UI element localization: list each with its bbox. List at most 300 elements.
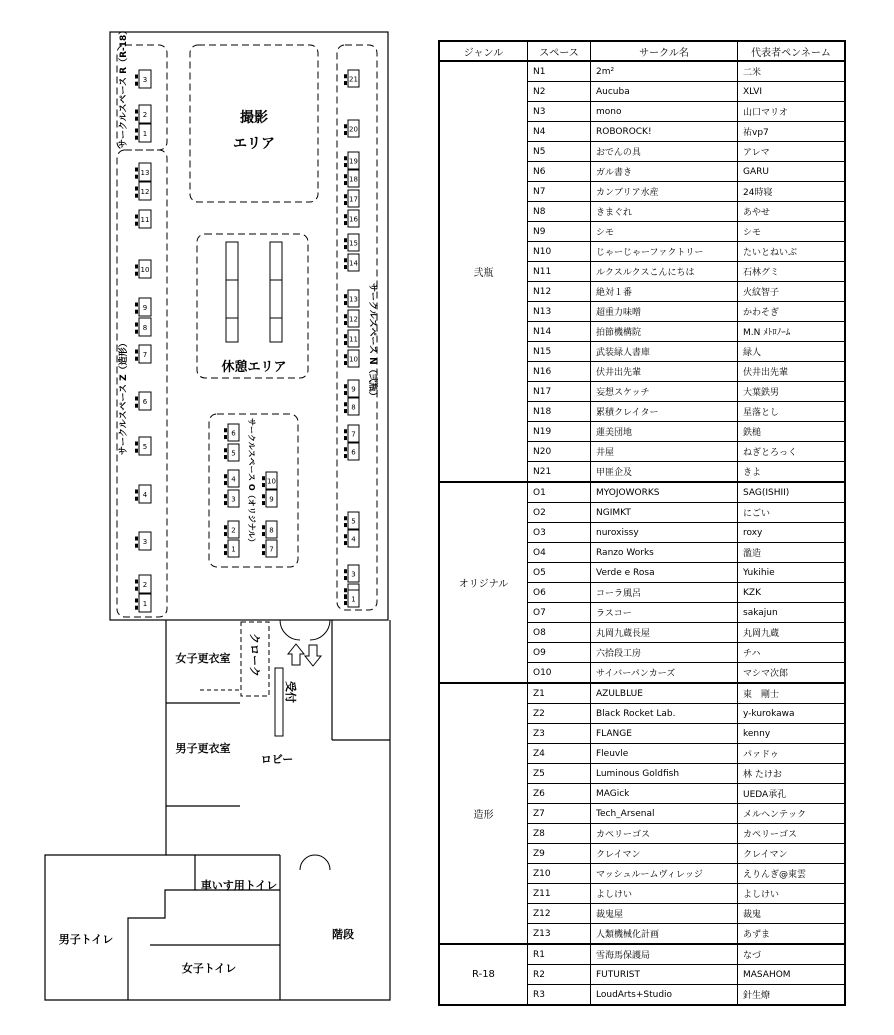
header-space: スペース xyxy=(528,41,591,61)
pen-name-cell: 緑人 xyxy=(738,342,846,362)
genre-group xyxy=(439,61,845,482)
booth-chair xyxy=(262,544,265,548)
circle-name-cell: ROBOROCK! xyxy=(591,122,738,142)
circle-name-cell: 人類機械化計画 xyxy=(591,924,738,945)
booth-number: 20 xyxy=(349,125,358,134)
space-cell: Z11 xyxy=(528,884,591,904)
booth-number: 7 xyxy=(142,351,148,359)
booth-chair xyxy=(344,391,347,395)
r-booth-tables xyxy=(135,70,151,142)
booth-number: 9 xyxy=(269,495,274,504)
pen-name-cell: えりんぎ@東雲 xyxy=(738,864,846,884)
booth-chair xyxy=(344,523,347,527)
booth-chair xyxy=(135,117,138,121)
booth-chair xyxy=(224,544,227,548)
booth-number: 7 xyxy=(351,430,356,439)
circle-name-cell: 武装緑人書庫 xyxy=(591,342,738,362)
circle-name-cell: コーラ風呂 xyxy=(591,583,738,603)
circle-name-cell: mono xyxy=(591,102,738,122)
booth-number: 10 xyxy=(349,355,358,364)
booth-chair xyxy=(344,156,347,160)
booth-number: 3 xyxy=(231,495,236,504)
booth-chair xyxy=(135,75,138,79)
booth-chair xyxy=(344,314,347,318)
booth-number: 6 xyxy=(142,398,148,406)
circle-space-z-label: サークルスペース Z（造形） xyxy=(119,338,129,455)
booth-chair xyxy=(344,384,347,388)
booth-chair xyxy=(135,187,138,191)
booth-chair xyxy=(135,330,138,334)
booth-chair xyxy=(344,354,347,358)
booth-number: 19 xyxy=(349,157,358,166)
pen-name-cell: sakajun xyxy=(738,603,846,623)
cloak-label: クローク xyxy=(248,633,261,677)
space-cell: N1 xyxy=(528,61,591,82)
booth-chair xyxy=(344,194,347,198)
booth-chair xyxy=(224,448,227,452)
booth-number: 13 xyxy=(349,295,358,304)
pen-name-cell: Yukihie xyxy=(738,563,846,583)
booth-number: 10 xyxy=(267,477,276,486)
space-cell: Z6 xyxy=(528,784,591,804)
rest-area-label: 休憩エリア xyxy=(221,360,287,375)
pen-name-cell: 山口マリオ xyxy=(738,102,846,122)
circle-name-cell: 超重力味噌 xyxy=(591,302,738,322)
booth-chair xyxy=(344,402,347,406)
booth-chair xyxy=(224,435,227,439)
circle-list-table xyxy=(438,40,846,1006)
pen-name-cell: M.N ﾒﾄﾛﾉｰﾑ xyxy=(738,322,846,342)
header-circle: サークル名 xyxy=(591,41,738,61)
space-cell: Z7 xyxy=(528,804,591,824)
space-cell: Z12 xyxy=(528,904,591,924)
booth-chair xyxy=(344,576,347,580)
circle-name-cell: Aucuba xyxy=(591,82,738,102)
space-cell: O9 xyxy=(528,643,591,663)
booth-chair xyxy=(344,321,347,325)
booth-chair xyxy=(135,350,138,354)
circle-name-cell: 2m² xyxy=(591,61,738,82)
booth-number: 15 xyxy=(349,239,358,248)
genre-cell: 造形 xyxy=(439,683,528,944)
pen-name-cell: 針生燎 xyxy=(738,985,846,1006)
booth-chair xyxy=(344,258,347,262)
booth-chair xyxy=(224,501,227,505)
booth-chair xyxy=(344,447,347,451)
booth-chair xyxy=(135,357,138,361)
circle-name-cell: 拍節機構院 xyxy=(591,322,738,342)
space-cell: Z4 xyxy=(528,744,591,764)
rest-area-zone xyxy=(197,234,308,378)
booth-chair xyxy=(344,534,347,538)
pen-name-cell: roxy xyxy=(738,523,846,543)
booth-chair xyxy=(135,222,138,226)
booth-chair xyxy=(344,238,347,242)
pen-name-cell: よしけい xyxy=(738,884,846,904)
booth-chair xyxy=(344,81,347,85)
booth-chair xyxy=(135,537,138,541)
pen-name-cell: チハ xyxy=(738,643,846,663)
pen-name-cell: あずま xyxy=(738,924,846,945)
circle-name-cell: クレイマン xyxy=(591,844,738,864)
booth-chair xyxy=(135,449,138,453)
booth-chair xyxy=(262,532,265,536)
booth-chair xyxy=(344,214,347,218)
pen-name-cell: アレマ xyxy=(738,142,846,162)
booth-chair xyxy=(135,215,138,219)
booth-chair xyxy=(344,131,347,135)
circle-name-cell: Tech_Arsenal xyxy=(591,804,738,824)
booth-chair xyxy=(344,201,347,205)
booth-chair xyxy=(224,525,227,529)
table-row xyxy=(439,482,845,503)
booth-number: 5 xyxy=(231,449,236,458)
space-cell: N14 xyxy=(528,322,591,342)
booth-number: 6 xyxy=(231,429,236,438)
pen-name-cell: あやせ xyxy=(738,202,846,222)
booth-chair xyxy=(344,601,347,605)
space-cell: Z1 xyxy=(528,683,591,704)
booth-chair xyxy=(135,110,138,114)
pen-name-cell: きよ xyxy=(738,462,846,483)
space-cell: R3 xyxy=(528,985,591,1006)
circle-name-cell: Luminous Goldfish xyxy=(591,764,738,784)
booth-chair xyxy=(135,310,138,314)
circle-name-cell: ガル書き xyxy=(591,162,738,182)
space-cell: N17 xyxy=(528,382,591,402)
circle-space-r-label: サークルスペース R（R-18） xyxy=(119,25,129,148)
circle-name-cell: シモ xyxy=(591,222,738,242)
photo-area-label-2: エリア xyxy=(233,136,275,152)
booth-number: 2 xyxy=(231,526,236,535)
circle-name-cell: NGIMKT xyxy=(591,503,738,523)
booth-number: 4 xyxy=(231,475,236,484)
space-cell: N9 xyxy=(528,222,591,242)
pen-name-cell: GARU xyxy=(738,162,846,182)
pen-name-cell: かわそぎ xyxy=(738,302,846,322)
pen-name-cell: カペリーゴス xyxy=(738,824,846,844)
booth-chair xyxy=(135,175,138,179)
pen-name-cell: ねぎとろっく xyxy=(738,442,846,462)
pen-name-cell: y-kurokawa xyxy=(738,704,846,724)
space-cell: N16 xyxy=(528,362,591,382)
space-cell: O6 xyxy=(528,583,591,603)
pen-name-cell: 伏井出先輩 xyxy=(738,362,846,382)
mens-toilet-label: 男子トイレ xyxy=(58,933,114,946)
booth-chair xyxy=(344,588,347,592)
booth-number: 12 xyxy=(140,188,150,196)
space-cell: N15 xyxy=(528,342,591,362)
stairs-label: 階段 xyxy=(332,928,354,941)
booth-chair xyxy=(344,516,347,520)
booth-chair xyxy=(344,181,347,185)
pen-name-cell: 24時寝 xyxy=(738,182,846,202)
circle-name-cell: Verde e Rosa xyxy=(591,563,738,583)
space-cell: N11 xyxy=(528,262,591,282)
pen-name-cell: 東 剛士 xyxy=(738,683,846,704)
booth-chair xyxy=(135,303,138,307)
table-row xyxy=(439,944,845,965)
booth-chair xyxy=(135,397,138,401)
booth-chair xyxy=(135,194,138,198)
table-row xyxy=(439,61,845,82)
space-cell: N8 xyxy=(528,202,591,222)
booth-number: 11 xyxy=(349,335,358,344)
circle-name-cell: サイバーパンカーズ xyxy=(591,663,738,684)
booth-chair xyxy=(344,74,347,78)
booth-number: 7 xyxy=(269,545,274,554)
booth-number: 3 xyxy=(142,76,148,84)
booth-chair xyxy=(135,580,138,584)
booth-number: 1 xyxy=(142,130,148,138)
mens-changing-label: 男子更衣室 xyxy=(175,742,231,755)
booth-chair xyxy=(344,429,347,433)
reception-desk xyxy=(275,668,283,736)
circle-name-cell: マッシュルームヴィレッジ xyxy=(591,864,738,884)
booth-number: 9 xyxy=(351,385,356,394)
booth-number: 1 xyxy=(351,595,356,604)
circle-name-cell: FUTURIST xyxy=(591,965,738,985)
space-cell: Z5 xyxy=(528,764,591,784)
space-cell: N4 xyxy=(528,122,591,142)
circle-name-cell: ラスコー xyxy=(591,603,738,623)
booth-chair xyxy=(224,551,227,555)
booth-number: 16 xyxy=(349,215,358,224)
circle-name-cell: 裁鬼屋 xyxy=(591,904,738,924)
booth-chair xyxy=(344,265,347,269)
space-cell: N13 xyxy=(528,302,591,322)
space-cell: N21 xyxy=(528,462,591,483)
circle-name-cell: よしけい xyxy=(591,884,738,904)
pen-name-cell: 星落とし xyxy=(738,402,846,422)
circle-name-cell: 絶対１番 xyxy=(591,282,738,302)
booth-number: 5 xyxy=(351,517,356,526)
space-cell: Z2 xyxy=(528,704,591,724)
genre-group xyxy=(439,482,845,683)
circle-name-cell: 妄想スケッチ xyxy=(591,382,738,402)
space-cell: N7 xyxy=(528,182,591,202)
womens-changing-label: 女子更衣室 xyxy=(175,652,231,665)
booth-chair xyxy=(262,525,265,529)
circle-name-cell: MAGick xyxy=(591,784,738,804)
booth-number: 3 xyxy=(142,538,148,546)
pen-name-cell: XLVI xyxy=(738,82,846,102)
booth-number: 1 xyxy=(231,545,236,554)
booth-chair xyxy=(224,481,227,485)
circle-name-cell: LoudArts+Studio xyxy=(591,985,738,1006)
reception-label: 受付 xyxy=(284,681,297,703)
booth-number: 13 xyxy=(140,169,150,177)
space-cell: O1 xyxy=(528,482,591,503)
booth-chair xyxy=(262,501,265,505)
space-cell: O5 xyxy=(528,563,591,583)
booth-chair xyxy=(135,606,138,610)
wheelchair-toilet-label: 車いす用トイレ xyxy=(200,879,278,892)
booth-chair xyxy=(344,409,347,413)
booth-number: 8 xyxy=(269,526,274,535)
header-pen-name: 代表者ペンネーム xyxy=(738,41,846,61)
pen-name-cell: メルヘンテック xyxy=(738,804,846,824)
circle-name-cell: Black Rocket Lab. xyxy=(591,704,738,724)
pen-name-cell: 祐vp7 xyxy=(738,122,846,142)
booth-chair xyxy=(344,594,347,598)
booth-chair xyxy=(344,454,347,458)
booth-chair xyxy=(344,301,347,305)
booth-number: 2 xyxy=(142,581,148,589)
booth-number: 8 xyxy=(142,324,148,332)
circle-name-cell: 雪海馬保護局 xyxy=(591,944,738,965)
pen-name-cell: 濫造 xyxy=(738,543,846,563)
booth-chair xyxy=(135,442,138,446)
pen-name-cell: 林 たけお xyxy=(738,764,846,784)
header-genre: ジャンル xyxy=(439,41,528,61)
booth-number: 9 xyxy=(142,304,148,312)
rest-area-tables xyxy=(226,242,282,342)
pen-name-cell: なづ xyxy=(738,944,846,965)
pen-name-cell: にごい xyxy=(738,503,846,523)
pen-name-cell: 裁鬼 xyxy=(738,904,846,924)
space-cell: R1 xyxy=(528,944,591,965)
space-cell: O8 xyxy=(528,623,591,643)
circle-name-cell: nuroxissy xyxy=(591,523,738,543)
space-cell: R2 xyxy=(528,965,591,985)
womens-toilet-label: 女子トイレ xyxy=(181,962,237,975)
circle-name-cell: FLANGE xyxy=(591,724,738,744)
space-cell: Z8 xyxy=(528,824,591,844)
pen-name-cell: たいとねいぶ xyxy=(738,242,846,262)
pen-name-cell: クレイマン xyxy=(738,844,846,864)
circle-space-o-label: サークルスペース O（オリジナル） xyxy=(247,418,256,547)
circle-name-cell: 甲匪企及 xyxy=(591,462,738,483)
door-arcs xyxy=(280,620,330,870)
pen-name-cell: シモ xyxy=(738,222,846,242)
space-cell: N19 xyxy=(528,422,591,442)
pen-name-cell: 大葉鉄男 xyxy=(738,382,846,402)
n-booth-tables xyxy=(344,70,359,607)
space-cell: Z3 xyxy=(528,724,591,744)
circle-name-cell: 累積クレイター xyxy=(591,402,738,422)
booth-chair xyxy=(344,436,347,440)
booth-chair xyxy=(135,404,138,408)
booth-chair xyxy=(262,551,265,555)
circle-name-cell: じゃーじゃーファクトリー xyxy=(591,242,738,262)
booth-chair xyxy=(224,494,227,498)
table-header-row xyxy=(439,41,845,61)
booth-number: 21 xyxy=(349,75,358,84)
pen-name-cell: kenny xyxy=(738,724,846,744)
space-cell: N6 xyxy=(528,162,591,182)
pen-name-cell: 鉄槌 xyxy=(738,422,846,442)
circle-name-cell: カペリーゴス xyxy=(591,824,738,844)
circle-name-cell: カンブリア水産 xyxy=(591,182,738,202)
space-cell: N10 xyxy=(528,242,591,262)
booth-number: 10 xyxy=(140,266,150,274)
circle-name-cell: MYOJOWORKS xyxy=(591,482,738,503)
booth-chair xyxy=(262,494,265,498)
booth-number: 12 xyxy=(349,315,358,324)
genre-group xyxy=(439,683,845,944)
circle-space-n-label: サークルスペース N（弐瓶） xyxy=(367,283,377,401)
circle-name-cell: ルクスルクスこんにちは xyxy=(591,262,738,282)
booth-chair xyxy=(135,323,138,327)
table-row xyxy=(439,683,845,704)
booth-number: 5 xyxy=(142,443,148,451)
entry-arrows xyxy=(288,644,321,666)
booth-number: 4 xyxy=(351,535,356,544)
booth-chair xyxy=(344,245,347,249)
circle-name-cell: おでんの具 xyxy=(591,142,738,162)
circle-name-cell: 丸岡九蔵長屋 xyxy=(591,623,738,643)
space-cell: N3 xyxy=(528,102,591,122)
booth-number: 6 xyxy=(351,448,356,457)
booth-chair xyxy=(135,599,138,603)
circle-name-cell: AZULBLUE xyxy=(591,683,738,704)
booth-chair xyxy=(344,124,347,128)
photo-area-label-1: 撮影 xyxy=(240,110,268,126)
z-booth-tables xyxy=(135,163,151,612)
booth-chair xyxy=(344,541,347,545)
booth-chair xyxy=(262,476,265,480)
booth-number: 2 xyxy=(142,111,148,119)
pen-name-cell: 二米 xyxy=(738,61,846,82)
booth-chair xyxy=(135,136,138,140)
space-cell: N18 xyxy=(528,402,591,422)
booth-chair xyxy=(344,341,347,345)
booth-chair xyxy=(344,163,347,167)
booth-chair xyxy=(135,82,138,86)
booth-number: 14 xyxy=(349,259,358,268)
booth-chair xyxy=(224,532,227,536)
booth-chair xyxy=(344,294,347,298)
booth-number: 17 xyxy=(349,195,358,204)
pen-name-cell: マシマ次郎 xyxy=(738,663,846,684)
booth-chair xyxy=(224,474,227,478)
space-cell: Z13 xyxy=(528,924,591,945)
pen-name-cell: 石林グミ xyxy=(738,262,846,282)
booth-chair xyxy=(135,168,138,172)
space-cell: O4 xyxy=(528,543,591,563)
space-cell: Z10 xyxy=(528,864,591,884)
booth-number: 8 xyxy=(351,403,356,412)
genre-cell: オリジナル xyxy=(439,482,528,683)
booth-chair xyxy=(344,221,347,225)
booth-chair xyxy=(135,544,138,548)
booth-number: 11 xyxy=(140,216,150,224)
space-cell: O2 xyxy=(528,503,591,523)
booth-chair xyxy=(135,490,138,494)
space-cell: N5 xyxy=(528,142,591,162)
space-cell: Z9 xyxy=(528,844,591,864)
booth-chair xyxy=(135,587,138,591)
space-cell: N2 xyxy=(528,82,591,102)
circle-name-cell: きまぐれ xyxy=(591,202,738,222)
booth-number: 3 xyxy=(351,570,356,579)
booth-chair xyxy=(135,272,138,276)
pen-name-cell: MASAHOM xyxy=(738,965,846,985)
pen-name-cell: 火紋智子 xyxy=(738,282,846,302)
genre-cell: R-18 xyxy=(439,944,528,1005)
booth-chair xyxy=(135,497,138,501)
booth-number: 4 xyxy=(142,491,148,499)
pen-name-cell: 丸岡九蔵 xyxy=(738,623,846,643)
pen-name-cell: パァドゥ xyxy=(738,744,846,764)
booth-chair xyxy=(224,455,227,459)
space-cell: O10 xyxy=(528,663,591,684)
booth-chair xyxy=(344,361,347,365)
pen-name-cell: SAG(ISHII) xyxy=(738,482,846,503)
space-cell: O3 xyxy=(528,523,591,543)
booth-chair xyxy=(135,265,138,269)
